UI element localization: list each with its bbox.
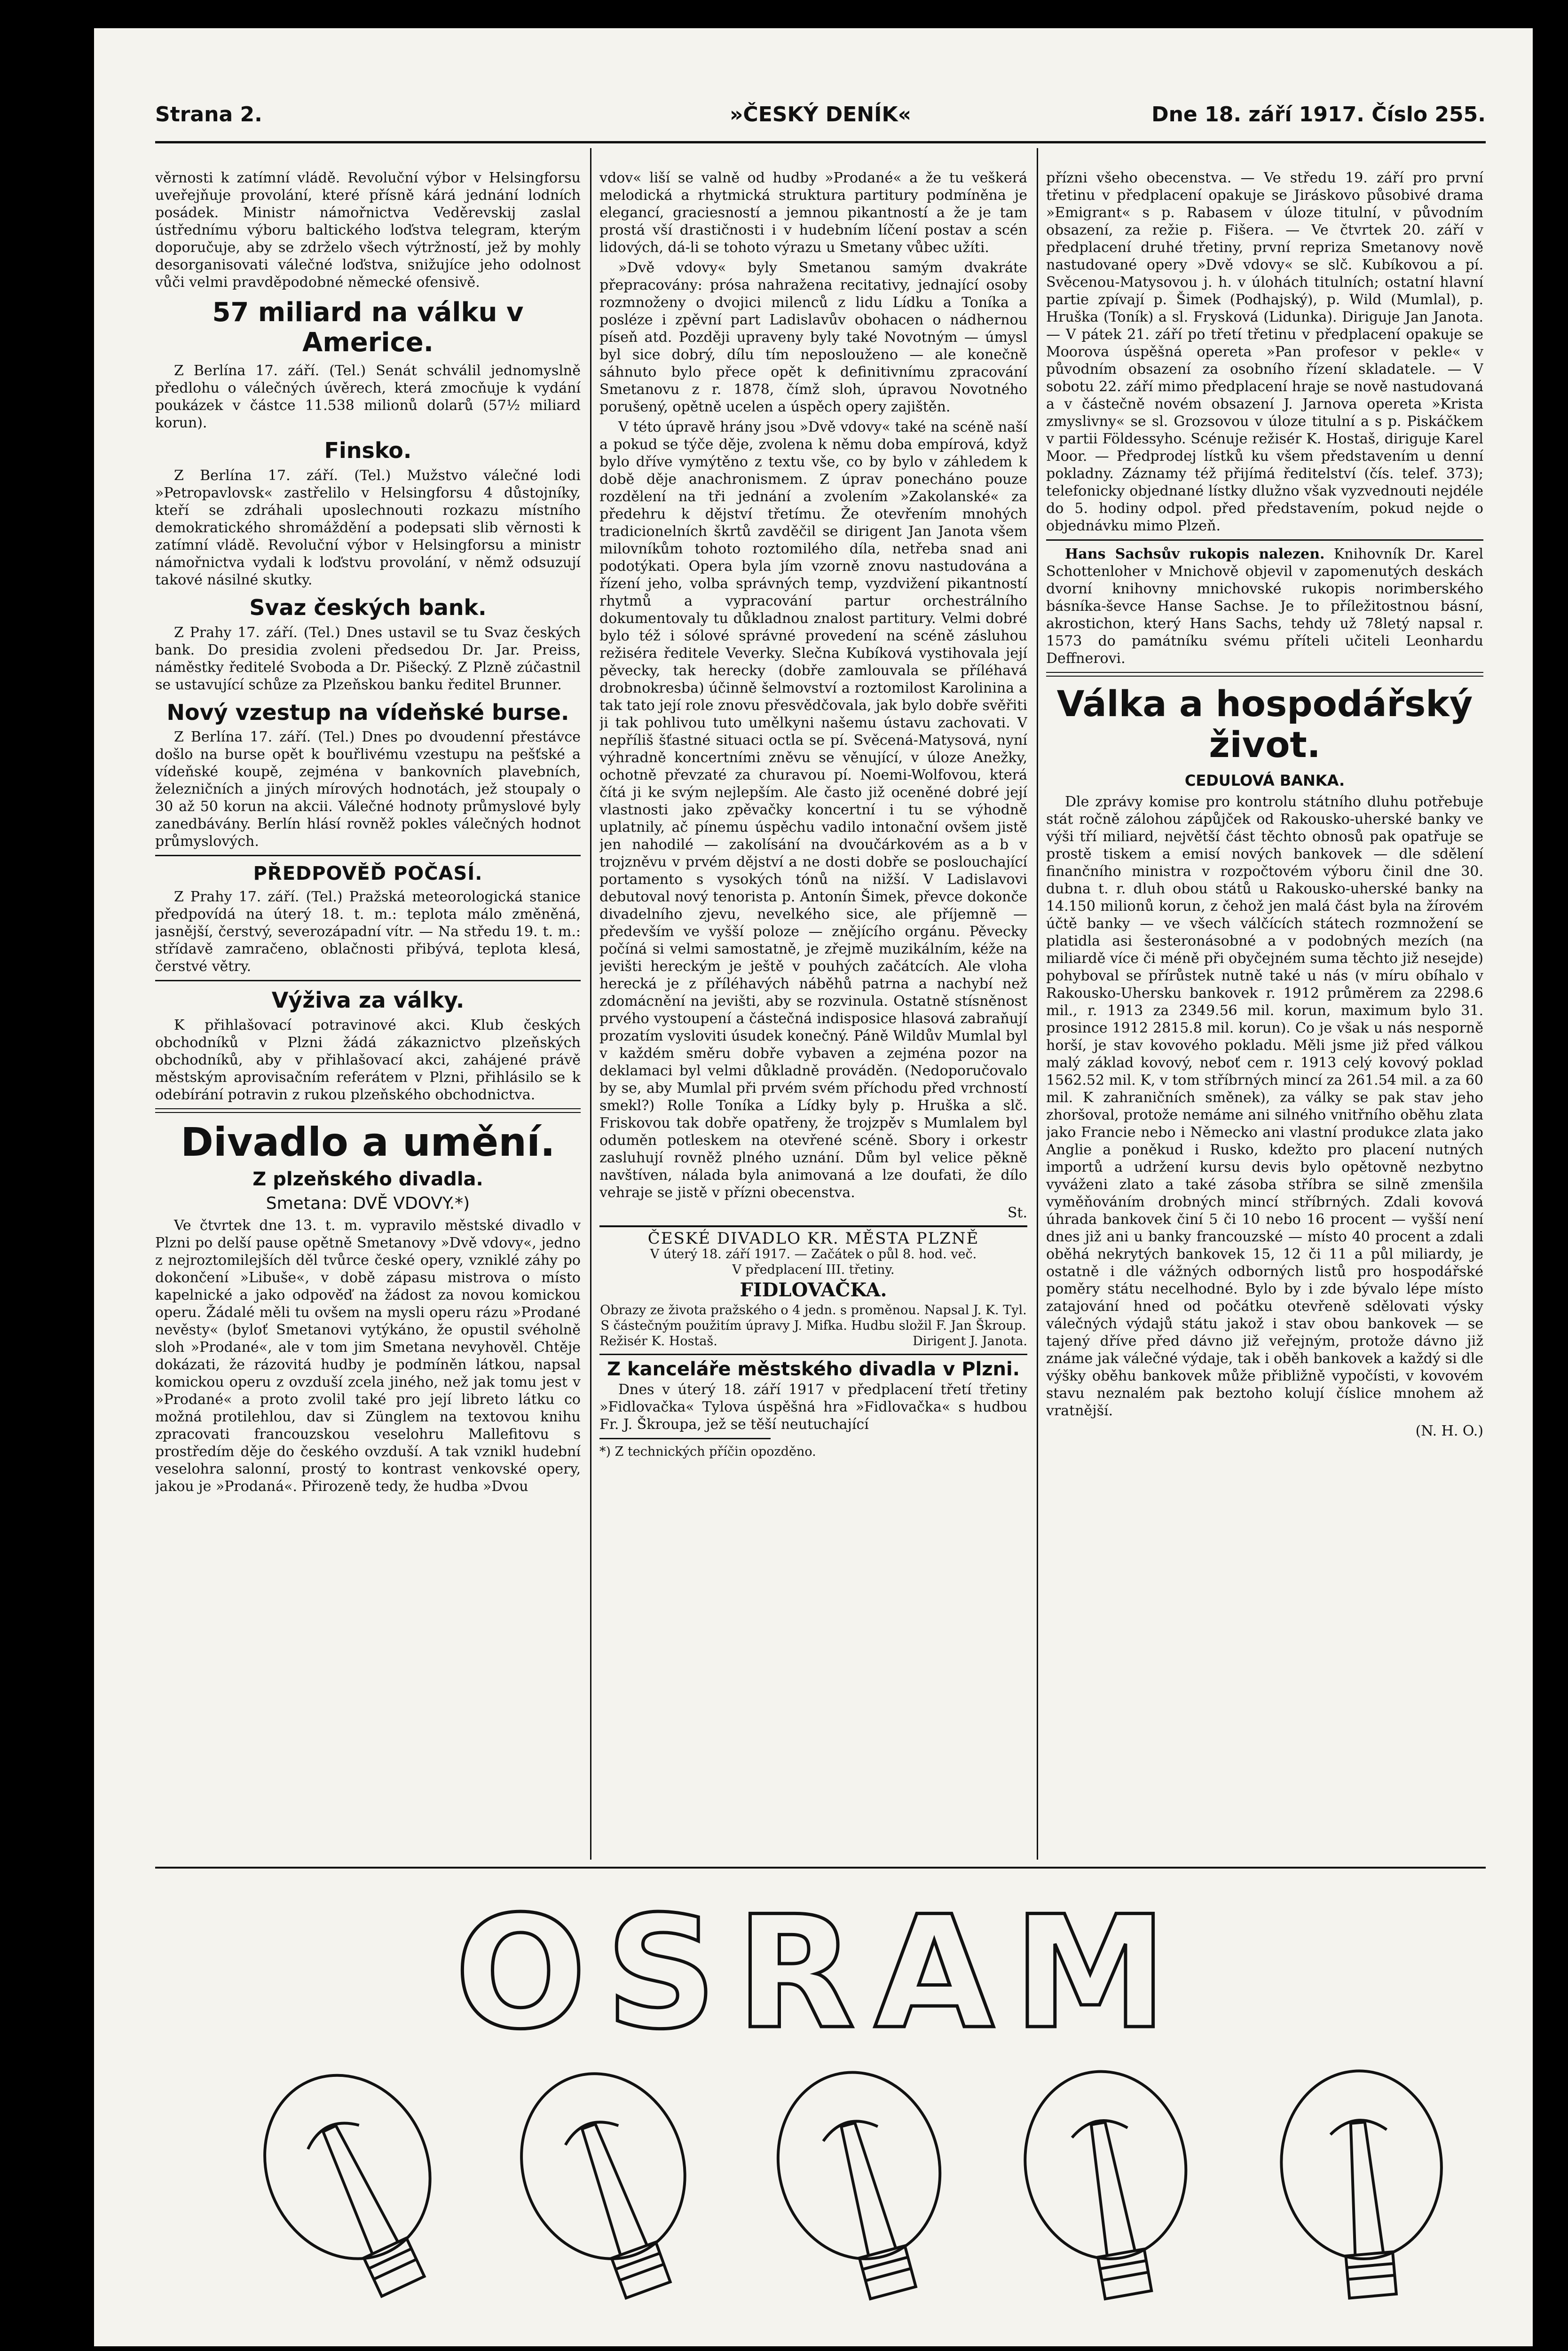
theatre-program-date: V úterý 18. září 1917. — Začátek o půl 8. hod. več. (650, 1247, 977, 1262)
newspaper-page (94, 28, 1533, 2346)
footnote: *) Z technických příčin opozděno. (599, 1444, 816, 1459)
column-rule-1 (590, 148, 591, 1860)
lightbulb-icon (496, 2051, 724, 2311)
headline-plzen-theatre: Z plzeňského divadla. (252, 1168, 483, 1190)
lightbulb-icon (757, 2054, 970, 2311)
double-separator (1046, 672, 1483, 677)
theatre-office-cont: přízni všeho obecenstva. — Ve středu 19. září pro první třetinu v předplacení opakuje se Jiráskovo působivé drama »Emigrant« s p. Rabasem v úloze titulní, v původním obsazení, za režie p. Fišera. — Ve čtvrtek 20. září v předplacení druhé třetiny, první repriza Smetanovy nově nastudované opery »Dvě vdovy« se slč. Kubíkovou a pí. Svěcenou-Matysovou j. h. v úlohách titulních; ostatní hlavní partie zpívají p. Šimek (Podhajský), p. Wild (Mumlal), p. Hruška (Toník) a sl. Frysková (Lidunka). Diriguje Jan Janota. — V pátek 21. září po třetí třetinu v předplacení opakuje se Moorova úspěšná opereta »Pan profesor v pekle« v původním obsazení za osobního řízení skladatele. — V sobotu 22. září mimo předplacení hraje se nově nastudovaná a v částečně novém obsazení J. Jarnova opereta »Krista zmyslivny« se sl. Grozsovou v úloze titulní a s p. Piskáčkem v partii Földessyho. Scénuje režisér K. Hostaš, diriguje Karel Moor. — Předprodej lístků ku všem představením u denní pokladny. Záznamy též přijímá ředitelství (čís. telef. 373); telefonicky objednané lístky dlužno však vyzvednouti nejdéle do 5. hodiny odpol. před představením, pokud nejde o objednávku mimo Plzeň. (1046, 170, 1483, 534)
article-war-loans: Z Berlína 17. září. (Tel.) Senát schválil jednomyslně předlohu o válečných úvěrech, která zmocňuje k vydání poukázek v částce 11.538 milionů dolarů (57½ miliard korun). (155, 362, 581, 431)
osram-brand: OSRAM (454, 1883, 1187, 2063)
lightbulb-icon (235, 2048, 475, 2311)
article-signature: (N. H. O.) (1415, 1422, 1483, 1439)
play-credits (599, 1333, 1027, 1349)
article-banks: Z Prahy 17. září. (Tel.) Dnes ustavil se tu Svaz českých bank. Do presidia zvoleni předsedou Dr. Jar. Preiss, náměstky ředitelé Svoboda a Dr. Pišecký. Z Plzně zúčastnil se ustavující schůze za Plzeňskou banku ředitel Brunner. (155, 624, 581, 693)
header-rule (155, 141, 1486, 143)
article-hans-sachs: Knihovník Dr. Karel Schottenloher v Mnichově objevil v zapomenutých deskách dvorní knihovny mnichovské rukopis norimberského básníka-ševce Hanse Sachse. Je to příležitostnou básní, akrostichon, který Hans Sachs, tehdy už 78letý napsal r. 1573 do památníku svému příteli učiteli Leonhardu Deffnerovi. (1046, 546, 1483, 667)
separator (155, 855, 581, 856)
headline-central-bank: CEDULOVÁ BANKA. (1184, 771, 1345, 789)
play-music: S částečným použitím úpravy J. Mifka. Hudbu složil F. Jan Škroup. (600, 1318, 1026, 1333)
headline-theatre-office: Z kanceláře městského divadla v Plzni. (607, 1358, 1020, 1380)
page-header (155, 103, 1486, 140)
osram-logo (155, 1883, 1486, 2063)
article-intro: věrnosti k zatímní vládě. Revoluční výbor v Helsingforsu uveřejňuje provolání, které přísně kárá jednání lodních posádek. Ministr námořnictva Veděrevskij zaslal ústřednímu výboru baltického loďstva telegram, kterým doporučuje, aby se zdrželo všech výtržností, jež by mohly desorganisovati válečné loďstva, snižujíce jeho odolnost vůči velmi pravděpodobné německé ofensivě. (155, 170, 581, 291)
section-theatre-art: Divadlo a umění. (181, 1119, 555, 1166)
issue-date: Dne 18. září 1917. Číslo 255. (1151, 103, 1486, 126)
play-director: Režisér K. Hostaš. (599, 1334, 717, 1349)
page-number: Strana 2. (155, 103, 262, 126)
headline-banks: Svaz českých bank. (249, 594, 487, 620)
headline-finland: Finsko. (324, 437, 412, 463)
theatre-program-subscription: V předplacení III. třetiny. (732, 1262, 895, 1277)
theatre-program (599, 1225, 1027, 1349)
osram-advertisement (155, 1867, 1486, 2320)
headline-hans-sachs: Hans Sachsův rukopis nalezen. (1065, 546, 1325, 562)
article-bourse: Z Berlína 17. září. (Tel.) Dnes po dvoudenní přestávce došlo na burse opět k bouřlivému vzestupu na pešťské a vídeňské koupě, zejména v bankovních plavebních, železničních a jiných mírových hodnotách, jež stoupaly o 30 až 50 korun na akcii. Válečné hodnoty průmyslové byly zanedbávány. Berlín hlásí rovněž pokles válečných hodnot průmyslových. (155, 729, 581, 850)
article-central-bank: Dle zprávy komise pro kontrolu státního dluhu potřebuje stát ročně zálohou zápůjček od Rakousko-uherské banky ve výši tří miliard, největší část těchto obnosů pak opatřuje se prostě tiskem a emisí nových bankovek — dle sdělení finančního ministra v rozpočtovém výboru činil dne 30. dubna t. r. dluh obou států u Rakousko-uherské banky na 14.150 milionů korun, z čehož jen malá část byla na žírovém účtě banky — ve všech válčících státech rozmnožení se platidla asi šesteronásobné a v podobných mezích (na miliardě více či méně při obyčejném suma těchto již nesejde) pohyboval se přírůstek nutně také u nás (v míru obíhalo v Rakousko-Uhersku bankovek r. 1912 průměrem za 2298.6 mil., r. 1913 za 2349.56 mil. korun, maximum bylo 31. prosince 1912 2815.8 mil. korun). Co je však u nás nesporně horší, je stav kovového pokladu. Měli jsme již před válkou malý základ kovový, neboť cem r. 1913 celý kovový poklad 1562.52 mil. K, v tom stříbrných mincí za 261.54 mil. a za 60 mil. K zahraničních směnek), za války se pak stav jeho zhoršoval, protože nemáme ani silného vnitřního oběhu zlata jako Francie nebo i Německo ani vlastní produkce zlata jako Anglie a poněkud i Rusko, kdežto pro placení nutných importů a udržení kursu devis bylo opětovně nezbytno vyváženi zlato a také zásoba stříbra se silně zmenšila vyměňováním drobných mincí stříbrných. Zdali kovová úhrada bankovek činí 5 či 10 nebo 16 procent — vyšší není dnes již ani u banky francouzské — místo 40 procent a zdali oběhá nekrytých bankovek 15, 12 či 11 a půl miliardy, je ostatně i dle vážných odborných listů pro hospodářské poměry státu necelhodné. Bylo by i zde bývalo lépe místo zatajování hned od počátku otevřeně sdělovati výsky válečných výdajů státu jakož i stav obou bankovek — se tajený dříve před dávno již veřejným, protože dávno již známe jak válečné výdaje, tak i oběh bankovek a každý si dle výšky oběhu bankovek může přibližně vypočísti, v kovovém stavu neznalém pak beztoho kolují číslice mnohem až vratnější. (1046, 793, 1483, 1419)
double-separator (155, 1108, 581, 1113)
review-paragraph-3: V této úpravě hrány jsou »Dvě vdovy« také na scéně naší a pokud se týče děje, zvolena k němu doba empírová, když bylo dříve vymýtěno z textu vše, co by bylo v záhledem k době děje anachronismem. Z úprav ponecháno pouze rozdělení na tři jednání a zvolením »Zakolanské« za předehru k dějství třetímu. Že otevřením mnohých tradicionelních škrtů zavděčil se dirigent Jan Janota všem milovníkům tohoto roztomilého díla, netřeba snad ani podotýkati. Opera byla jím vzorně znovu nastudována a řízení jeho, volba správných temp, vyzdvižení pikantností rhytmů a vypracování partur orchestrálního dokumentovaly tu důkladnou znalost partitury. Velmi dobré bylo též i sólové správné provedení na scéně zásluhou režiséra ředitele Veverky. Slečna Kubíková vystihovala její pěvecky, tak herecky (dobře zamlouvala se příléhavá drobnokresba) účinně šelmovství a roztomilost Karolinina a tak tato její role znovu přesvědčovala, jak bylo dobře svěřiti ji tak pohlivou tuto umělkyni našemu ústavu zachovati. V nepříliš šťastné situaci octla se pí. Svěcená-Matysová, nyní výhradně koncertními zněvu se věnující, v úloze Anežky, ochotně převzaté za churavou pí. Noemi-Wolfovou, která čítá ji ke svým nejlepším. Ale často již oceněné dobré její vlastnosti jako zpěvačky koncertní i tu se výhodně uplatnily, ač pínemu úspěchu vadilo intonační ovšem jistě jen nahodilé — zakolísání na dvoučárkovém as a b v trojzněvu v prvém dějství a ne dosti dobře se poslouchající portamento s vysokých tónů na nižší. V Ladislavovi debutoval nový tenorista p. Antonín Šimek, převce dokonče divadelního zjevu, nevelkého sice, ale příjemně — především ve vyšší poloze — znějícího orgánu. Pěvecky počíná si velmi samostatně, je zřejmě muzikálním, kéže na jevišti hereckým je ještě v pouhých začátcích. Ale vloha herecká je z příléhavých náběhů patrna a nachybí než zdomácnění na jevišti, aby se rozvinula. Ostatně stísněnost prvého vystoupení a částečná indisposice hlasová zabraňují prozatím vysloviti úsudek konečný. Páně Wildův Mumlal byl v každém směru dobře vybaven a zejména pozor na deklamaci byl velmi důkladně prováděn. (Nedoporučovalo by se, aby Mumlal při prvém svém příchodu před vrchností smekl?) Rolle Toníka a Lídky byly p. Hruška a slč. Friskovou tak dobře opatřeny, že trojzpěv s Mumlalem byl oduměn potleskem na otevřené scéně. Sbory i orkestr zasluhují rovněž plného uznání. Dům byl velice pěkně navštíven, nálada byla animovaná a lze doufati, že dílo vehraje se jistě v přízni obecenstva. (599, 419, 1027, 1201)
section-war-economy: Válka a hospodářský život. (1056, 683, 1473, 766)
headline-war-loans: 57 miliard na válku v Americe. (212, 297, 524, 358)
separator (599, 1354, 1027, 1355)
column-1 (155, 169, 581, 1857)
review-title: Smetana: DVĚ VDOVY.*) (266, 1193, 470, 1213)
footnote-rule (599, 1438, 771, 1439)
column-rule-2 (1037, 148, 1038, 1860)
article-weather: Z Prahy 17. září. (Tel.) Pražská meteorologická stanice předpovídá na úterý 18. t. m.: teplota málo změněná, jasnější, čerstvý, severozápadní vítr. — Na středu 19. t. m.: střídavě zamračeno, oblačnosti přibývá, teplota klesá, čerstvé větry. (155, 889, 581, 975)
headline-bourse: Nový vzestup na vídeňské burse. (166, 699, 569, 725)
play-description: Obrazy ze života pražského o 4 jedn. s proměnou. Napsal J. K. Tyl. (600, 1303, 1027, 1318)
play-title: FIDLOVAČKA. (740, 1279, 887, 1301)
separator (1046, 539, 1483, 541)
theatre-program-title: ČESKÉ DIVADLO KR. MĚSTA PLZNĚ (647, 1229, 979, 1248)
column-2 (599, 169, 1027, 1857)
lightbulb-icon (1274, 2064, 1453, 2303)
review-signature: St. (1007, 1205, 1027, 1221)
separator (155, 980, 581, 981)
lightbulb-icon (1010, 2059, 1207, 2309)
review-text-start: Ve čtvrtek dne 13. t. m. vypravilo městské divadlo v Plzni po delší pause opětně Smetanovy »Dvě vdovy«, jedno z nejroztomilejších děl tvůrce české opery, vzniklé záhy po dokončení »Libuše«, v době zápasu mistrova o místo kapelnické a jako odpověď na žádost za novou komickou operu. Žádalé měli tu ovšem na mysli operu rázu »Prodané nevěsty« (byloť Smetanovi vytýkáno, že opustil svéholně sloh »Prodané«, ale v tom jim Smetana nevyhověl. Chtěje dokázati, že rázovitá hudby je podmíněn látkou, napsal komickou operu z ovzduší zcela jiného, než jak tomu jest v »Prodané« a proto zvolil také pro její libreto látku co možná protilehlou, dav si Zünglem na textovou knihu zpracovati francouzskou veselohru Mallefitovu s prostředím děje do českého ovzduší. A tak vznikl hudební veselohra salonní, prostý to kontrast venkovské opery, jakou je »Prodaná«. Přirozeně tedy, že hudba »Dvou (155, 1217, 581, 1495)
play-conductor: Dirigent J. Janota. (913, 1334, 1027, 1349)
review-text-cont: vdov« liší se valně od hudby »Prodané« a že tu veškerá melodická a rhytmická struktura partitury podmíněna je elegancí, graciesností a jemnou pikantností a že je tam prostá vší drastičnosti i v hudebním líčení postav a scén lidových, dá-li se tohoto výrazu u Smetany vůbec užíti. (599, 170, 1027, 256)
newspaper-title: »ČESKÝ DENÍK« (729, 103, 912, 126)
column-3 (1046, 169, 1483, 1857)
article-nutrition: K přihlašovací potravinové akci. Klub českých obchodníků v Plzni žádá zákaznictvo plzeňských obchodníků, aby v přihlašovací akci, zahájené právě městským aprovisačním referátem v Plzni, přihlásilo se k odebírání potravin z rukou plzeňského obchodnictva. (155, 1017, 581, 1104)
article-finland: Z Berlína 17. září. (Tel.) Mužstvo válečné lodi »Petropavlovsk« zastřelilo v Helsingforsu 4 důstojníky, kteří se zdráhali uposlechnouti rozkazu místního demokratického shromáždění a podepsati slib věrnosti k zatímní vládě. Revoluční výbor v Helsingforsu a ministr námořnictva vydali k loďstvu provolání, v němž odsuzují takové násilné skutky. (155, 467, 581, 588)
lightbulbs-illustration (155, 2047, 1500, 2311)
headline-weather: PŘEDPOVĚĎ POČASÍ. (253, 863, 483, 885)
review-paragraph-2: »Dvě vdovy« byly Smetanou samým dvakráte přepracovány: prósa nahražena recitativy, jednající osoby rozmnoženy o dvojici milenců z lidu Lídku a Toníka a posléze i zpěvní part Ladislavův obohacen o nádhernou píseň atd. Později upraveny byly také Novotným — úmysl byl sice dobrý, dílu tím neposlouženo — ale konečně sáhnuto bylo přece opět k definitivnímu zpracování Smetanovu z r. 1878, čímž sloh, úpravou Novotného porušený, opětně ucelen a úspěch opery zajištěn. (599, 260, 1027, 415)
headline-nutrition: Výživa za války. (271, 987, 465, 1013)
article-theatre-office: Dnes v úterý 18. září 1917 v předplacení třetí třetiny »Fidlovačka« Tylova úspěšná hra »Fidlovačka« s hudbou Fr. J. Škroupa, jež se těší neutuchající (599, 1381, 1027, 1433)
